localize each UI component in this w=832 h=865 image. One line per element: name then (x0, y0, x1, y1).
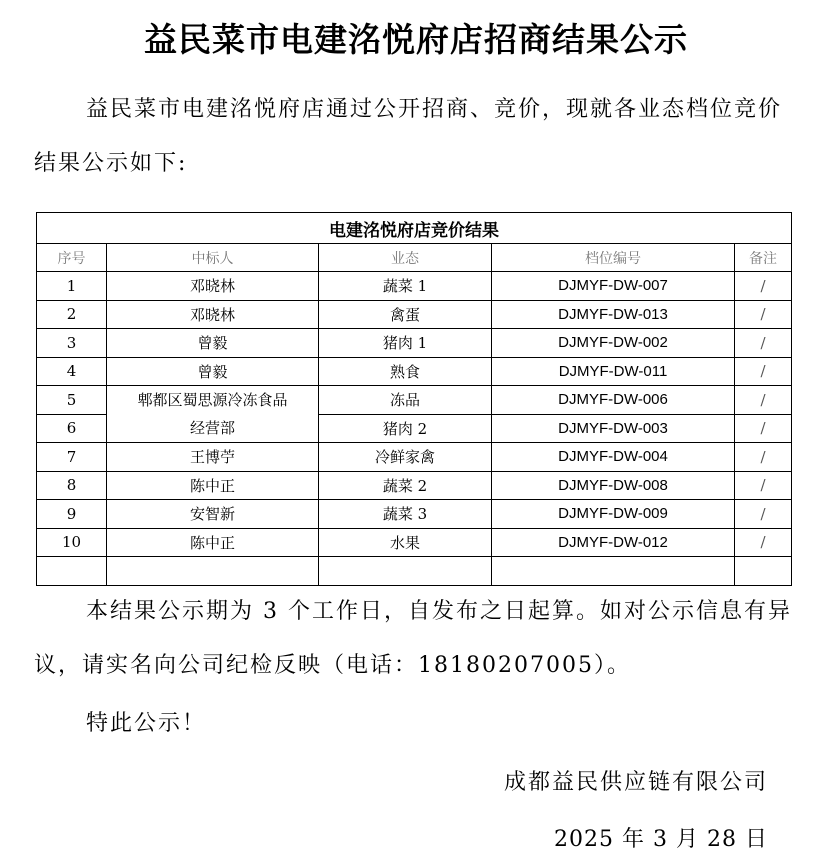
merged-winner-line1: 郫都区蜀思源冷冻食品 (137, 391, 288, 409)
header-code: 档位编号 (492, 244, 735, 272)
row-winner: 安智新 (107, 500, 319, 529)
row-category: 熟食 (319, 357, 492, 386)
table-row (37, 471, 792, 500)
row-code: DJMYF-DW-009 (492, 500, 735, 529)
row-no: 8 (37, 471, 107, 500)
header-winner: 中标人 (107, 244, 319, 272)
row-code: DJMYF-DW-006 (492, 386, 735, 415)
row-category: 冻品 (319, 386, 492, 415)
row-remark: / (735, 443, 792, 472)
empty-cell (492, 557, 735, 586)
row-remark: / (735, 528, 792, 557)
row-winner-merged (107, 386, 319, 443)
row-no: 5 (37, 386, 107, 415)
row-category: 猪肉 1 (319, 329, 492, 358)
row-winner: 曾毅 (107, 357, 319, 386)
row-winner: 曾毅 (107, 329, 319, 358)
table-row (37, 386, 792, 415)
row-category: 蔬菜 2 (319, 471, 492, 500)
row-remark: / (735, 300, 792, 329)
publish-date: 2025 年 3 月 28 日 (554, 827, 768, 852)
row-no: 1 (37, 272, 107, 301)
result-table (36, 212, 792, 586)
table-row (37, 329, 792, 358)
row-remark: / (735, 414, 792, 443)
row-category: 猪肉 2 (319, 414, 492, 443)
closing-text: 特此公示！ (86, 711, 207, 736)
row-remark: / (735, 500, 792, 529)
company-name: 成都益民供应链有限公司 (503, 770, 768, 795)
row-no: 10 (37, 528, 107, 557)
header-remark: 备注 (735, 244, 792, 272)
notice-paragraph: 本结果公示期为 3 个工作日，自发布之日起算。如对公示信息有异议，请实名向公司纪检反映（电话：18180207005）。 (34, 599, 792, 678)
header-category: 业态 (319, 244, 492, 272)
row-code: DJMYF-DW-002 (492, 329, 735, 358)
row-no: 2 (37, 300, 107, 329)
row-code: DJMYF-DW-003 (492, 414, 735, 443)
row-code: DJMYF-DW-007 (492, 272, 735, 301)
table-row (37, 357, 792, 386)
table-header-row (37, 244, 792, 272)
row-remark: / (735, 471, 792, 500)
empty-cell (37, 557, 107, 586)
row-winner: 陈中正 (107, 471, 319, 500)
header-no: 序号 (37, 244, 107, 272)
table-row (37, 528, 792, 557)
intro-paragraph: 益民菜市电建洺悦府店通过公开招商、竞价，现就各业态档位竞价结果公示如下: (34, 97, 783, 176)
empty-cell (735, 557, 792, 586)
row-remark: / (735, 329, 792, 358)
row-category: 冷鲜家禽 (319, 443, 492, 472)
table-row (37, 500, 792, 529)
row-no: 7 (37, 443, 107, 472)
row-no: 6 (37, 414, 107, 443)
row-winner: 邓晓林 (107, 272, 319, 301)
row-category: 蔬菜 1 (319, 272, 492, 301)
table-row (37, 272, 792, 301)
row-remark: / (735, 357, 792, 386)
table-row (37, 300, 792, 329)
row-code: DJMYF-DW-011 (492, 357, 735, 386)
table-caption: 电建洺悦府店竞价结果 (37, 213, 792, 244)
row-category: 禽蛋 (319, 300, 492, 329)
row-category: 水果 (319, 528, 492, 557)
row-winner: 邓晓林 (107, 300, 319, 329)
page-title: 益民菜市电建洺悦府店招商结果公示 (144, 20, 688, 59)
row-code: DJMYF-DW-013 (492, 300, 735, 329)
row-code: DJMYF-DW-012 (492, 528, 735, 557)
row-remark: / (735, 386, 792, 415)
row-winner: 王博苧 (107, 443, 319, 472)
empty-cell (319, 557, 492, 586)
row-code: DJMYF-DW-004 (492, 443, 735, 472)
row-category: 蔬菜 3 (319, 500, 492, 529)
row-code: DJMYF-DW-008 (492, 471, 735, 500)
merged-winner-line2: 经营部 (189, 419, 235, 437)
row-no: 3 (37, 329, 107, 358)
empty-cell (107, 557, 319, 586)
row-winner: 陈中正 (107, 528, 319, 557)
table-row (37, 443, 792, 472)
row-no: 4 (37, 357, 107, 386)
row-remark: / (735, 272, 792, 301)
table-empty-row (37, 557, 792, 586)
row-no: 9 (37, 500, 107, 529)
